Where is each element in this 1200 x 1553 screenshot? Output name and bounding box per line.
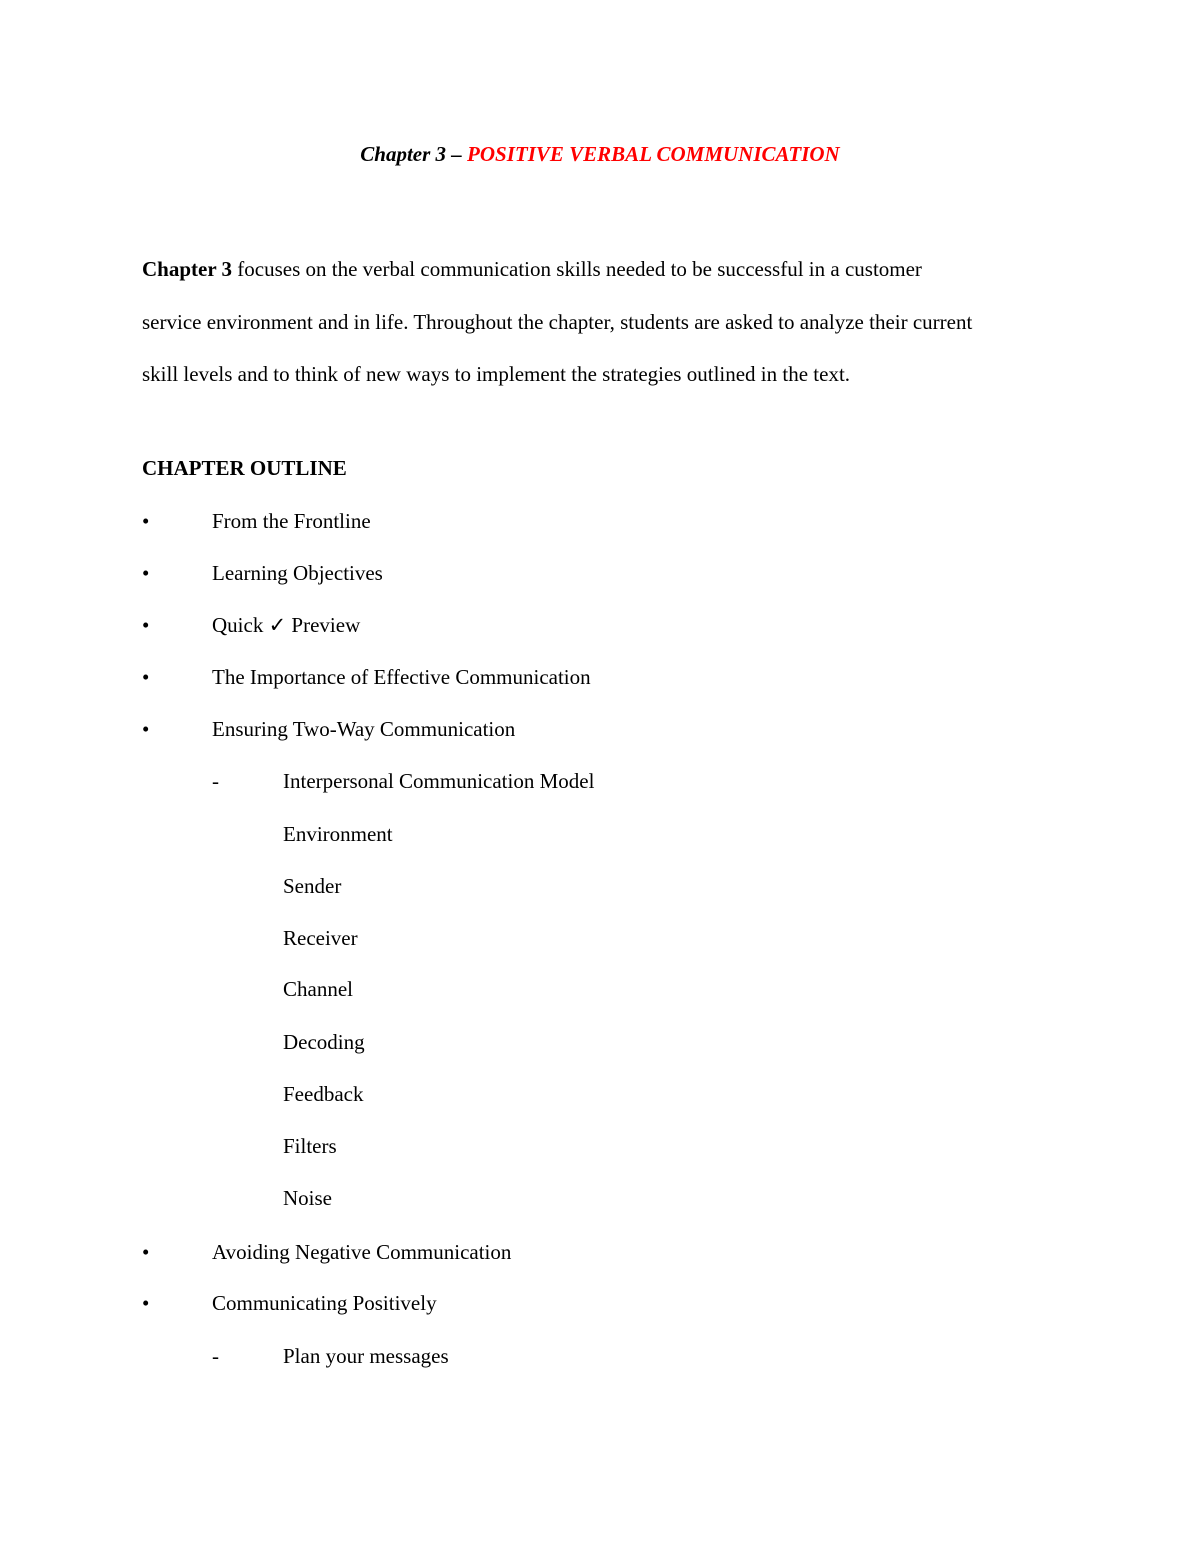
outline-heading: CHAPTER OUTLINE xyxy=(142,456,347,480)
bullet-icon: • xyxy=(142,1291,150,1315)
outline-subitem: Decoding xyxy=(283,1030,365,1054)
outline-subitem: Environment xyxy=(283,822,393,846)
bullet-icon: • xyxy=(142,561,150,585)
outline-subitem: Filters xyxy=(283,1134,337,1158)
outline-item: Avoiding Negative Communication xyxy=(212,1240,512,1264)
outline-subitem: Channel xyxy=(283,977,353,1001)
bullet-icon: • xyxy=(142,717,150,741)
chapter-title-accent: POSITIVE VERBAL COMMUNICATION xyxy=(467,142,840,166)
bullet-icon: • xyxy=(142,613,150,637)
intro-line-1 xyxy=(142,243,1062,296)
outline-subitem: Noise xyxy=(283,1186,332,1210)
intro-line-2: service environment and in life. Throughout the chapter, students are asked to analyze their current xyxy=(142,309,973,334)
chapter-title xyxy=(0,138,1200,170)
intro-bold-lead: Chapter 3 xyxy=(142,257,233,281)
bullet-icon: • xyxy=(142,1240,150,1264)
outline-item: Quick ✓ Preview xyxy=(212,613,361,637)
intro-line-1-text: focuses on the verbal communication skills needed to be successful in a customer xyxy=(232,257,922,281)
outline-subitem: Receiver xyxy=(283,926,358,950)
dash-marker: - xyxy=(212,1344,219,1368)
outline-item: The Importance of Effective Communication xyxy=(212,665,591,689)
outline-item: Learning Objectives xyxy=(212,561,383,585)
intro-paragraph xyxy=(142,243,1062,401)
chapter-title-prefix: Chapter 3 – xyxy=(360,142,468,166)
outline-item: From the Frontline xyxy=(212,509,371,533)
dash-marker: - xyxy=(212,769,219,793)
bullet-icon: • xyxy=(142,665,150,689)
outline-item: Communicating Positively xyxy=(212,1291,437,1315)
intro-line-3: skill levels and to think of new ways to implement the strategies outlined in the text. xyxy=(142,362,851,386)
bullet-icon: • xyxy=(142,509,150,533)
outline-subitem: Interpersonal Communication Model xyxy=(283,769,595,793)
outline-item: Ensuring Two-Way Communication xyxy=(212,717,516,741)
outline-subitem: Sender xyxy=(283,874,342,898)
outline-subitem: Plan your messages xyxy=(283,1344,449,1368)
outline-subitem: Feedback xyxy=(283,1082,364,1106)
